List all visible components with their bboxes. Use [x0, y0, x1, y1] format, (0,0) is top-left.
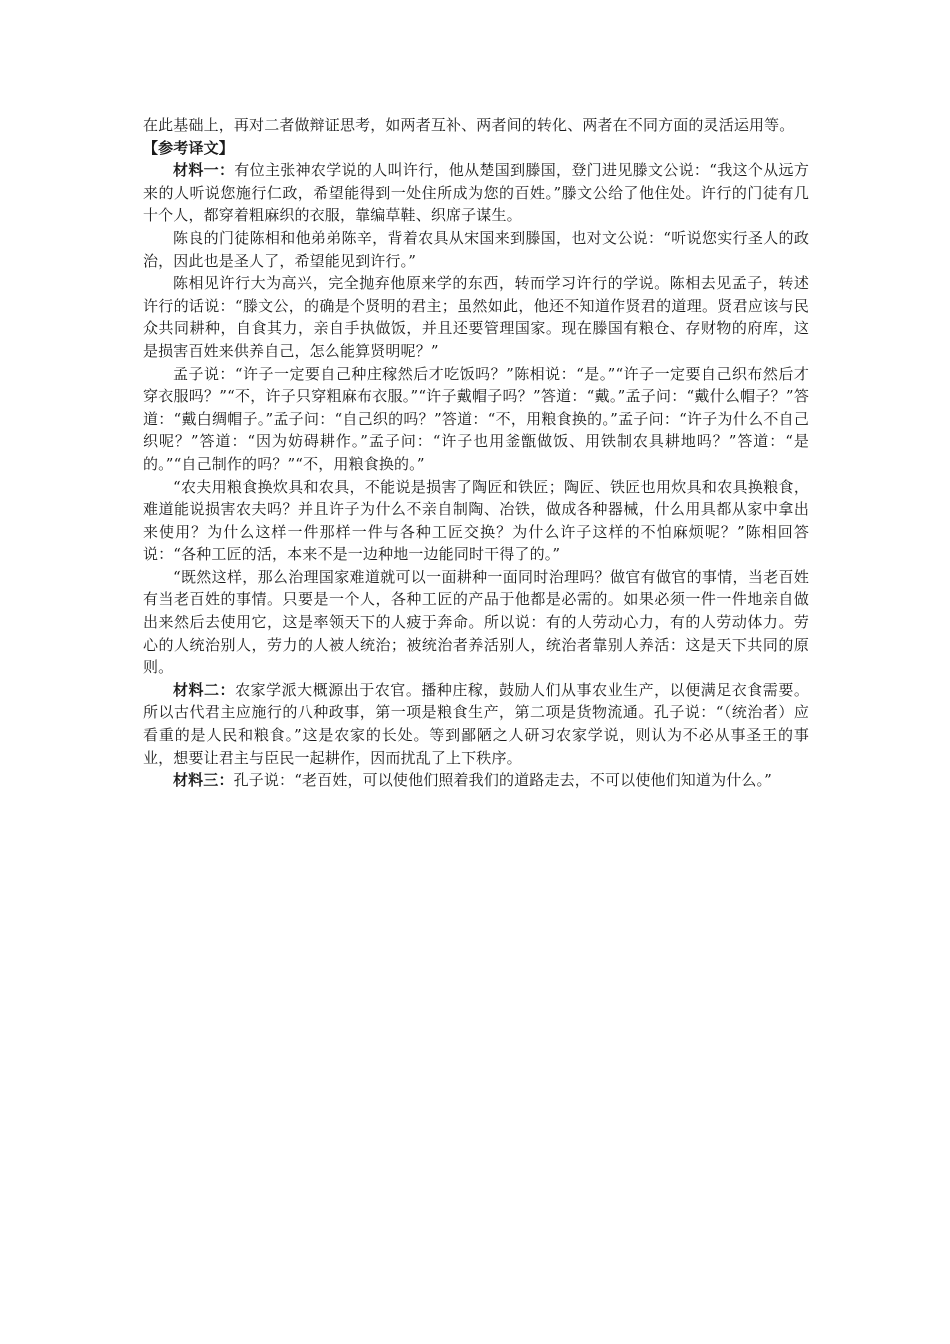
material-label: 材料一：	[173, 161, 235, 180]
document-page	[143, 114, 809, 792]
translation-paragraph	[143, 476, 809, 566]
paragraph-text: 孔子说：“老百姓，可以使他们照着我们的道路走去，不可以使他们知道为什么。”	[233, 771, 772, 790]
paragraph-text: 孟子说：“许子一定要自己种庄稼然后才吃饭吗？”陈相说：“是。”“许子一定要自己织布然后才穿衣服吗？”“不，许子只穿粗麻布衣服。”“许子戴帽子吗？”答道：“戴。”孟子问：“戴什么帽子？”答道：“戴白绸帽子。”孟子问：“自己织的吗？”答道：“不，用粮食换的。”孟子问：“许子为什么不自己织呢？”答道：“因为妨碍耕作。”孟子问：“许子也用釜甑做饭、用铁制农具耕地吗？”答道：“是的。”“自己制作的吗？”“不，用粮食换的。”	[143, 364, 809, 473]
intro-paragraph: 在此基础上，再对二者做辩证思考，如两者互补、两者间的转化、两者在不同方面的灵活运用等。	[143, 116, 795, 134]
section-heading: 【参考译文】	[143, 138, 234, 157]
translation-paragraph	[143, 363, 809, 476]
paragraph-text: 陈相见许行大为高兴，完全抛弃他原来学的东西，转而学习许行的学说。陈相去见孟子，转述许行的话说：“滕文公，的确是个贤明的君主；虽然如此，他还不知道作贤君的道理。贤君应该与民众共同耕种，自食其力，亲自手执做饭，并且还要管理国家。现在滕国有粮仓、存财物的府库，这是损害百姓来供养自己，怎么能算贤明呢？”	[143, 274, 809, 360]
paragraph-text: 农家学派大概源出于农官。播种庄稼，鼓励人们从事农业生产，以便满足衣食需要。所以古代君主应施行的八种政事，第一项是粮食生产，第二项是货物流通。孔子说：“（统治者）应看重的是人民和粮食。”这是农家的长处。等到鄙陋之人研习农家学说，则认为不必从事圣王的事业，想要让君主与臣民一起耕作，因而扰乱了上下秩序。	[143, 680, 809, 767]
translation-paragraph-material-3	[143, 769, 809, 792]
translation-paragraph-material-1	[143, 159, 809, 227]
translation-paragraph	[143, 227, 809, 272]
paragraph-text: “农夫用粮食换炊具和农具，不能说是损害了陶匠和铁匠；陶匠、铁匠也用炊具和农具换粮食，难道能说损害农夫吗？并且许子为什么不亲自制陶、冶铁，做成各种器械，什么用具都从家中拿出来使用？为什么这样一件那样一件与各种工匠交换？为什么许子这样的不怕麻烦呢？”陈相回答说：“各种工匠的活，本来不是一边种地一边能同时干得了的。”	[143, 477, 809, 564]
translation-paragraph-material-2	[143, 679, 809, 769]
paragraph-text: 有位主张神农学说的人叫许行，他从楚国到滕国，登门进见滕文公说：“我这个从远方来的人听说您施行仁政，希望能得到一处住所成为您的百姓。”滕文公给了他住处。许行的门徒有几十个人，都穿着粗麻织的衣服，靠编草鞋、织席子谋生。	[143, 161, 810, 225]
paragraph-text: 陈良的门徒陈相和他弟弟陈辛，背着农具从宋国来到滕国，也对文公说：“听说您实行圣人的政治，因此也是圣人了，希望能见到许行。”	[143, 228, 809, 270]
material-label: 材料三：	[173, 771, 234, 790]
paragraph-text: “既然这样，那么治理国家难道就可以一面耕种一面同时治理吗？做官有做官的事情，当老百姓有当老百姓的事情。只要是一个人，各种工匠的产品于他都是必需的。如果必须一件一件地亲自做出来然后去使用它，这是率领天下的人疲于奔命。所以说：有的人劳动心力，有的人劳动体力。劳心的人统治别人，劳力的人被人统治；被统治者养活别人，统治者靠别人养活：这是天下共同的原则。	[143, 567, 809, 677]
translation-paragraph	[143, 566, 809, 679]
material-label: 材料二：	[173, 680, 236, 699]
translation-paragraph	[143, 272, 809, 362]
